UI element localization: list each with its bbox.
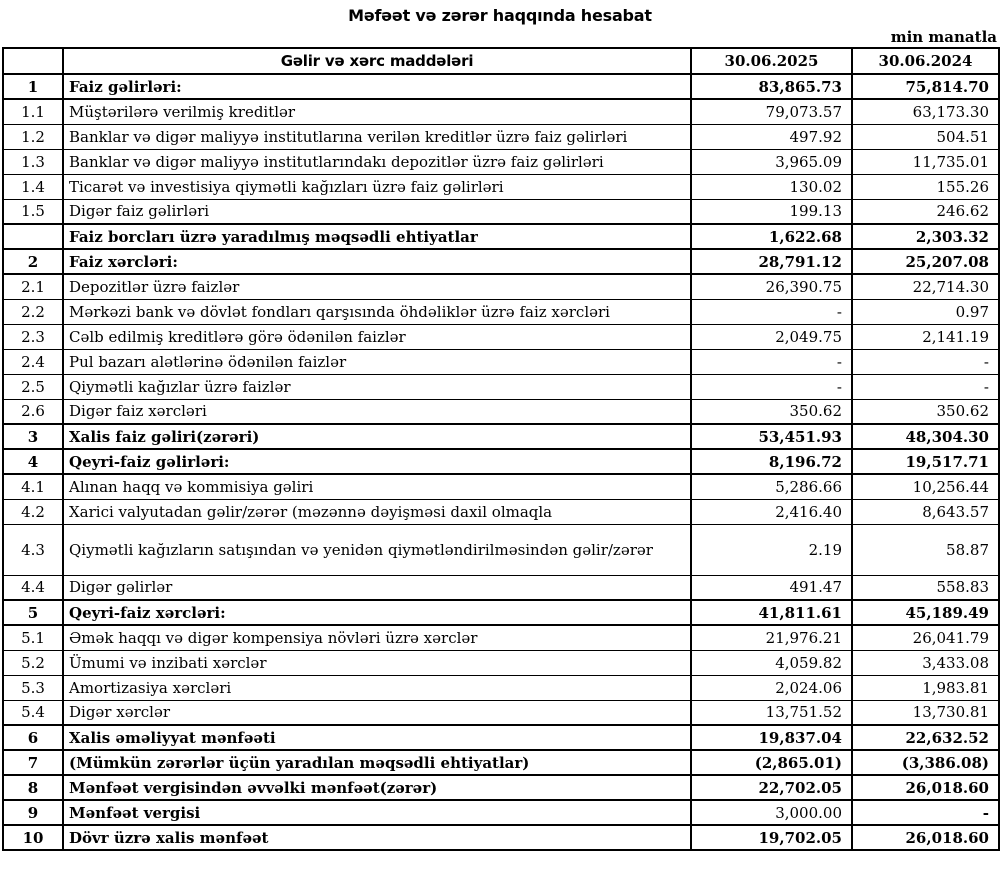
table-row <box>3 249 999 274</box>
row-label: Alınan haqq və kommisiya gəliri <box>63 474 691 499</box>
table-row <box>3 700 999 725</box>
value-2025: 4,059.82 <box>691 650 852 675</box>
row-number: 9 <box>3 800 63 825</box>
page-title: Məfəət və zərər haqqında hesabat <box>348 6 652 25</box>
table-row <box>3 174 999 199</box>
row-label: Amortizasiya xərcləri <box>63 675 691 700</box>
row-number: 2.1 <box>3 274 63 299</box>
value-2025: 2,024.06 <box>691 675 852 700</box>
value-2024: 246.62 <box>852 199 999 224</box>
row-number: 1 <box>3 74 63 99</box>
row-number: 1.3 <box>3 149 63 174</box>
row-number: 4.3 <box>3 524 63 575</box>
row-label: Xalis əməliyyat mənfəəti <box>63 725 691 750</box>
row-label: Mərkəzi bank və dövlət fondları qarşısında öhdəliklər üzrə faiz xərcləri <box>63 299 691 324</box>
row-number: 5.2 <box>3 650 63 675</box>
row-number: 5 <box>3 600 63 625</box>
value-2025: 83,865.73 <box>691 74 852 99</box>
value-2024: 0.97 <box>852 299 999 324</box>
table-row <box>3 750 999 775</box>
row-number: 1.1 <box>3 99 63 124</box>
value-2024: 3,433.08 <box>852 650 999 675</box>
row-label: Faiz gəlirləri: <box>63 74 691 99</box>
row-label: (Mümkün zərərlər üçün yaradılan məqsədli ehtiyatlar) <box>63 750 691 775</box>
row-label: Mənfəət vergisi <box>63 800 691 825</box>
value-2025: 19,837.04 <box>691 725 852 750</box>
value-2025: (2,865.01) <box>691 750 852 775</box>
unit-note: min manatla <box>890 28 997 46</box>
row-label: Cəlb edilmiş kreditlərə görə ödənilən faizlər <box>63 324 691 349</box>
row-number: 5.3 <box>3 675 63 700</box>
value-2025: 1,622.68 <box>691 224 852 249</box>
table-row <box>3 625 999 650</box>
row-label: Digər faiz gəlirləri <box>63 199 691 224</box>
table-row <box>3 324 999 349</box>
value-2024: 58.87 <box>852 524 999 575</box>
row-number: 1.2 <box>3 124 63 149</box>
row-number: 2.4 <box>3 349 63 374</box>
row-number: 2.6 <box>3 399 63 424</box>
value-2024: 2,141.19 <box>852 324 999 349</box>
row-label: Digər xərclər <box>63 700 691 725</box>
table-row <box>3 575 999 600</box>
value-2024: 2,303.32 <box>852 224 999 249</box>
row-label: Xalis faiz gəliri(zərəri) <box>63 424 691 449</box>
row-label: Digər gəlirlər <box>63 575 691 600</box>
value-2024: 26,041.79 <box>852 625 999 650</box>
value-2025: 2,049.75 <box>691 324 852 349</box>
row-number: 4.1 <box>3 474 63 499</box>
value-2024: 48,304.30 <box>852 424 999 449</box>
table-row <box>3 424 999 449</box>
value-2025: 8,196.72 <box>691 449 852 474</box>
table-row <box>3 74 999 99</box>
row-label: Dövr üzrə xalis mənfəət <box>63 825 691 850</box>
value-2024: 22,714.30 <box>852 274 999 299</box>
value-2024: - <box>852 800 999 825</box>
value-2025: 491.47 <box>691 575 852 600</box>
value-2024: 25,207.08 <box>852 249 999 274</box>
row-number: 4.2 <box>3 499 63 524</box>
row-number: 7 <box>3 750 63 775</box>
header-items-label: Gəlir və xərc maddələri <box>63 48 691 74</box>
value-2025: 3,965.09 <box>691 149 852 174</box>
value-2025: 13,751.52 <box>691 700 852 725</box>
row-number: 6 <box>3 725 63 750</box>
value-2025: 53,451.93 <box>691 424 852 449</box>
table-row <box>3 224 999 249</box>
value-2025: 3,000.00 <box>691 800 852 825</box>
header-date-2025: 30.06.2025 <box>691 48 852 74</box>
value-2025: 26,390.75 <box>691 274 852 299</box>
value-2024: 350.62 <box>852 399 999 424</box>
table-row <box>3 800 999 825</box>
table-row <box>3 650 999 675</box>
value-2024: 26,018.60 <box>852 775 999 800</box>
table-row <box>3 775 999 800</box>
table-row <box>3 524 999 575</box>
value-2024: 504.51 <box>852 124 999 149</box>
row-number <box>3 224 63 249</box>
value-2024: 75,814.70 <box>852 74 999 99</box>
table-row <box>3 725 999 750</box>
row-label: Qeyri-faiz gəlirləri: <box>63 449 691 474</box>
table-row <box>3 449 999 474</box>
profit-loss-table <box>2 47 1000 851</box>
header-empty-cell <box>3 48 63 74</box>
row-label: Banklar və digər maliyyə institutlarına verilən kreditlər üzrə faiz gəlirləri <box>63 124 691 149</box>
table-body <box>3 74 999 850</box>
value-2025: 22,702.05 <box>691 775 852 800</box>
row-label: Qiymətli kağızların satışından və yenidən qiymətləndirilməsindən gəlir/zərər <box>63 524 691 575</box>
table-row <box>3 149 999 174</box>
row-label: Depozitlər üzrə faizlər <box>63 274 691 299</box>
row-number: 1.4 <box>3 174 63 199</box>
value-2025: 2.19 <box>691 524 852 575</box>
row-number: 10 <box>3 825 63 850</box>
table-row <box>3 99 999 124</box>
value-2024: 10,256.44 <box>852 474 999 499</box>
row-label: Faiz borcları üzrə yaradılmış məqsədli ehtiyatlar <box>63 224 691 249</box>
row-number: 4.4 <box>3 575 63 600</box>
value-2025: 21,976.21 <box>691 625 852 650</box>
value-2024: (3,386.08) <box>852 750 999 775</box>
table-row <box>3 399 999 424</box>
value-2024: 26,018.60 <box>852 825 999 850</box>
row-label: Banklar və digər maliyyə institutlarındakı depozitlər üzrə faiz gəlirləri <box>63 149 691 174</box>
value-2025: 130.02 <box>691 174 852 199</box>
row-label: Ümumi və inzibati xərclər <box>63 650 691 675</box>
value-2024: 13,730.81 <box>852 700 999 725</box>
table-row <box>3 675 999 700</box>
value-2024: 19,517.71 <box>852 449 999 474</box>
value-2025: 5,286.66 <box>691 474 852 499</box>
row-label: Qeyri-faiz xərcləri: <box>63 600 691 625</box>
row-number: 5.4 <box>3 700 63 725</box>
value-2024: - <box>852 349 999 374</box>
row-label: Ticarət və investisiya qiymətli kağızları üzrə faiz gəlirləri <box>63 174 691 199</box>
row-label: Qiymətli kağızlar üzrə faizlər <box>63 374 691 399</box>
value-2025: 350.62 <box>691 399 852 424</box>
value-2025: 19,702.05 <box>691 825 852 850</box>
value-2024: - <box>852 374 999 399</box>
row-label: Digər faiz xərcləri <box>63 399 691 424</box>
value-2025: - <box>691 299 852 324</box>
value-2024: 11,735.01 <box>852 149 999 174</box>
table-row <box>3 474 999 499</box>
table-row <box>3 825 999 850</box>
row-label: Müştərilərə verilmiş kreditlər <box>63 99 691 124</box>
value-2024: 155.26 <box>852 174 999 199</box>
table-row <box>3 374 999 399</box>
value-2025: 28,791.12 <box>691 249 852 274</box>
table-row <box>3 124 999 149</box>
row-label: Xarici valyutadan gəlir/zərər (məzənnə dəyişməsi daxil olmaqla <box>63 499 691 524</box>
table-row <box>3 499 999 524</box>
row-label: Pul bazarı alətlərinə ödənilən faizlər <box>63 349 691 374</box>
value-2025: 199.13 <box>691 199 852 224</box>
value-2024: 558.83 <box>852 575 999 600</box>
table-row <box>3 349 999 374</box>
value-2024: 8,643.57 <box>852 499 999 524</box>
table-row <box>3 274 999 299</box>
table-row <box>3 600 999 625</box>
value-2024: 1,983.81 <box>852 675 999 700</box>
row-number: 2.2 <box>3 299 63 324</box>
row-number: 5.1 <box>3 625 63 650</box>
table-row <box>3 299 999 324</box>
value-2025: - <box>691 349 852 374</box>
value-2024: 22,632.52 <box>852 725 999 750</box>
row-label: Əmək haqqı və digər kompensiya növləri üzrə xərclər <box>63 625 691 650</box>
value-2025: 2,416.40 <box>691 499 852 524</box>
header-date-2024: 30.06.2024 <box>852 48 999 74</box>
value-2025: 79,073.57 <box>691 99 852 124</box>
row-label: Mənfəət vergisindən əvvəlki mənfəət(zərər) <box>63 775 691 800</box>
row-number: 4 <box>3 449 63 474</box>
value-2025: - <box>691 374 852 399</box>
value-2024: 63,173.30 <box>852 99 999 124</box>
header-row <box>3 48 999 74</box>
value-2025: 41,811.61 <box>691 600 852 625</box>
value-2024: 45,189.49 <box>852 600 999 625</box>
table-row <box>3 199 999 224</box>
row-number: 1.5 <box>3 199 63 224</box>
row-number: 2.3 <box>3 324 63 349</box>
row-number: 2.5 <box>3 374 63 399</box>
row-number: 3 <box>3 424 63 449</box>
row-number: 8 <box>3 775 63 800</box>
value-2025: 497.92 <box>691 124 852 149</box>
row-number: 2 <box>3 249 63 274</box>
row-label: Faiz xərcləri: <box>63 249 691 274</box>
